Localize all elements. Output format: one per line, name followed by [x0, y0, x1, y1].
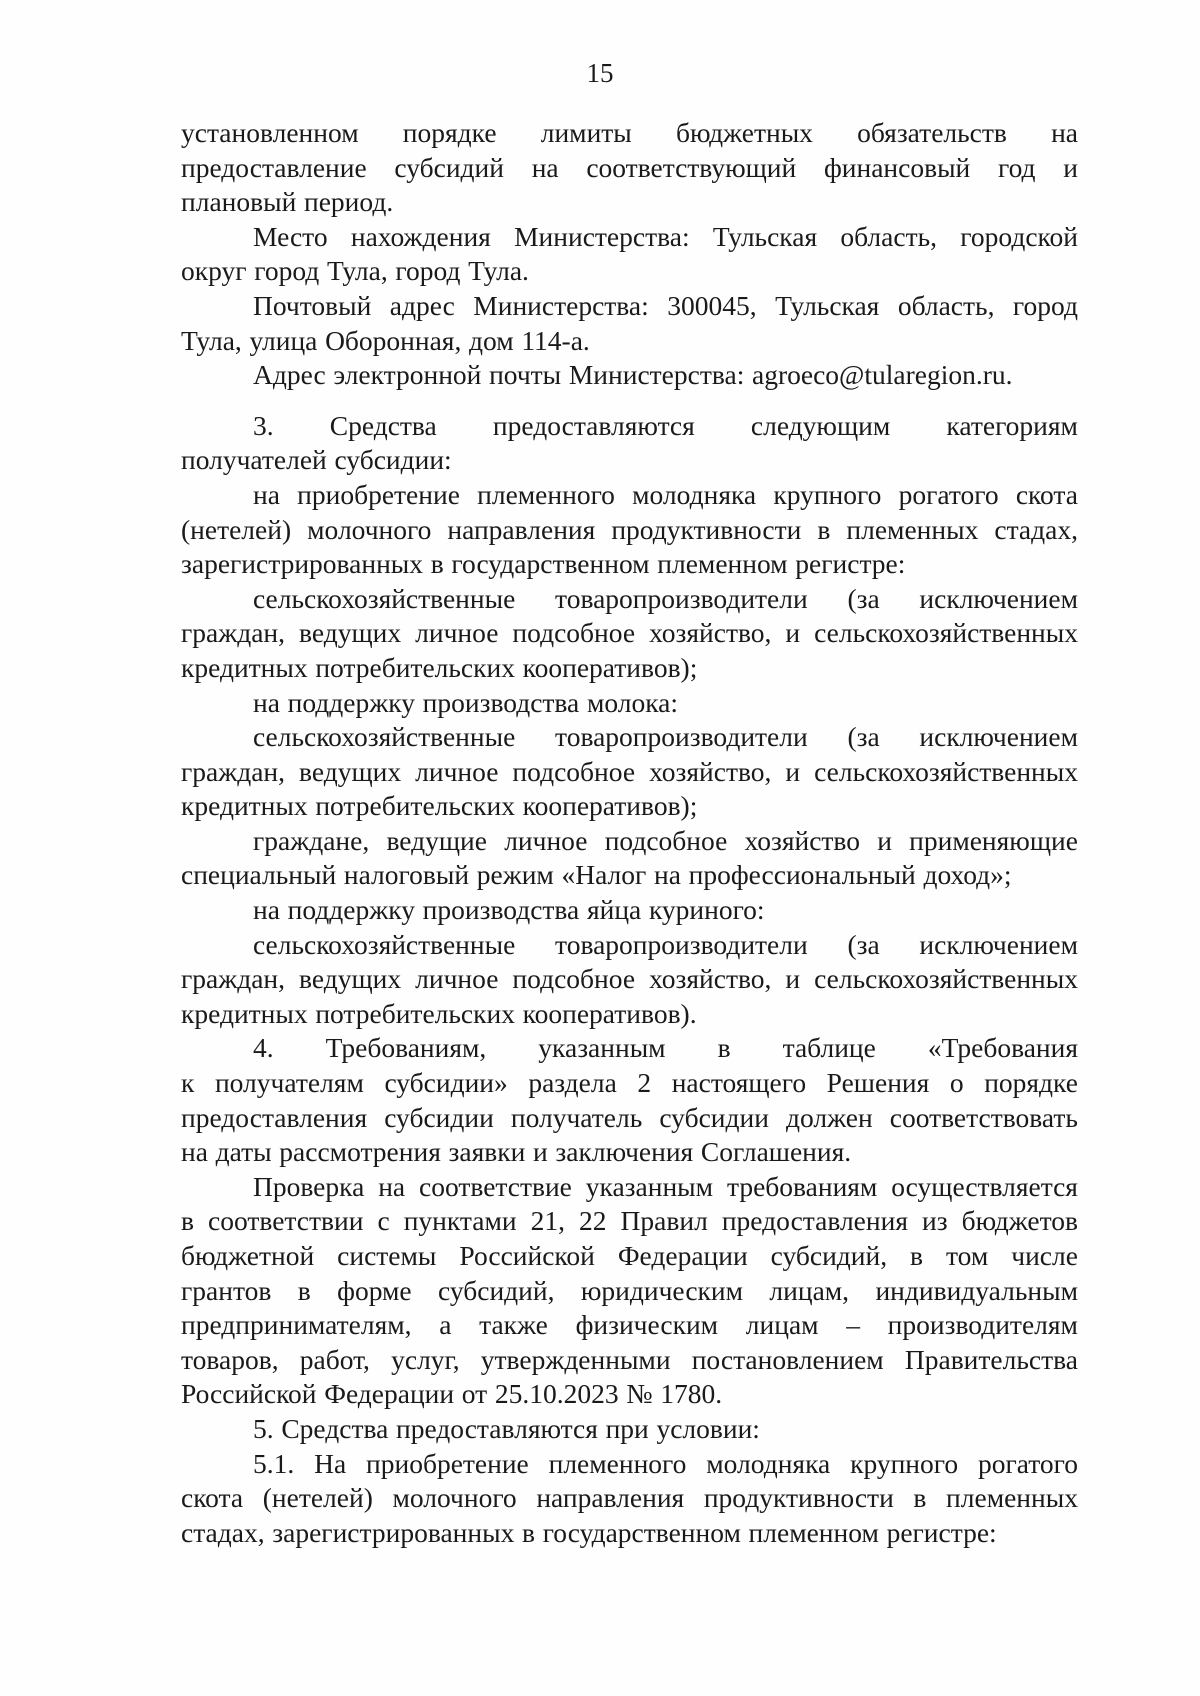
word: условии: [656, 1412, 760, 1444]
word: ведущих [299, 755, 402, 787]
word: Правительства [904, 1343, 1078, 1375]
text-line [181, 513, 1078, 548]
word: граждан, [181, 617, 286, 649]
text-line [181, 858, 1078, 893]
word: установленном [181, 117, 359, 148]
word: пунктами [403, 1205, 517, 1237]
text-line [181, 1031, 1078, 1066]
word: категориям [946, 409, 1078, 441]
word: продуктивности [703, 1482, 894, 1514]
word: в [913, 1482, 927, 1514]
word: личное [415, 963, 499, 995]
word: профессиональный [688, 859, 916, 891]
text-line [181, 1204, 1078, 1239]
word: приобретение [366, 1447, 529, 1479]
word: потребительских [315, 790, 515, 822]
word: Место [253, 220, 328, 252]
word: субсидии: [334, 444, 452, 476]
word: подсобное [512, 617, 636, 649]
word: указанным [538, 1032, 666, 1064]
word: молодняка [632, 478, 757, 510]
word: Российской [181, 1378, 317, 1410]
word: к [181, 1067, 195, 1099]
text-line [181, 289, 1078, 324]
text-line [181, 358, 1078, 393]
text-line [181, 1274, 1078, 1309]
text-line [181, 962, 1078, 997]
word: соответствующий [586, 151, 797, 183]
word: сельскохозяйственные [253, 582, 516, 614]
word: дом [469, 324, 514, 356]
word: производителям [887, 1309, 1078, 1341]
word: личное [504, 824, 588, 856]
word: заявки [448, 1136, 526, 1168]
text-line [181, 686, 1078, 721]
word: финансовый [823, 151, 971, 183]
word: в [430, 548, 444, 580]
word: исключением [919, 928, 1078, 960]
word: предоставляются [492, 409, 695, 441]
word: скота [1015, 478, 1078, 510]
word: адрес [389, 289, 455, 321]
word: область, [840, 220, 938, 252]
word: в [522, 1516, 536, 1548]
word: ведущих [299, 617, 402, 649]
word: кооперативов); [522, 790, 698, 822]
word: порядке [984, 1067, 1078, 1099]
word: кредитных [181, 997, 308, 1029]
word: регистре: [886, 1516, 997, 1548]
text-line [181, 547, 1078, 582]
word: налоговый [343, 859, 470, 891]
word: кооперативов). [522, 997, 697, 1029]
word: Адрес [253, 359, 326, 391]
word: город [395, 255, 461, 287]
word: индивидуальным [875, 1274, 1078, 1306]
word: субсидии [659, 1101, 769, 1133]
word: город [254, 255, 320, 287]
word: бюджетной [181, 1240, 315, 1271]
word: 21, [530, 1205, 565, 1237]
word: Министерства: [568, 359, 745, 391]
word: системы [337, 1240, 437, 1271]
word: Федерации [324, 1378, 455, 1410]
word: товаров, [181, 1343, 279, 1375]
word: крупного [850, 1447, 959, 1479]
word: племенных [846, 513, 979, 545]
word: стадах, [181, 1516, 265, 1548]
word: государственном [451, 548, 650, 580]
word: подсобное [512, 755, 636, 787]
word: порядке [402, 117, 497, 148]
word: таблице [782, 1032, 876, 1064]
word: 4. [253, 1032, 274, 1064]
word: субсидий, [438, 1274, 555, 1306]
word: должен [786, 1101, 873, 1133]
word: (нетелей) [262, 1482, 373, 1514]
word: молока: [586, 686, 679, 718]
text-line [181, 1343, 1078, 1378]
word: Соглашения. [700, 1136, 852, 1168]
word: субсидии [384, 1101, 494, 1133]
word: производства [422, 894, 580, 926]
text-line [181, 1447, 1078, 1482]
text-line [181, 1516, 1078, 1551]
word: Российской [459, 1240, 595, 1271]
word: в [297, 1274, 311, 1306]
word: и [785, 617, 801, 649]
word: постановлением [691, 1343, 884, 1375]
text-line [181, 997, 1078, 1032]
text-line [181, 324, 1078, 359]
word: подсобное [512, 963, 636, 995]
text-line [181, 409, 1078, 444]
word: кредитных [181, 790, 308, 822]
text-line [181, 928, 1078, 963]
word: 1780. [660, 1378, 723, 1410]
word: крупного [773, 478, 882, 510]
word: 25.10.2023 [494, 1378, 619, 1410]
word: граждане, [253, 824, 370, 856]
text-line [181, 220, 1078, 255]
word: в [717, 1032, 731, 1064]
text-line [181, 1066, 1078, 1101]
word: Правил [620, 1205, 708, 1237]
word: на [253, 686, 280, 718]
word: хозяйство, [649, 963, 772, 995]
word: Проверка [253, 1170, 365, 1202]
word: – [846, 1309, 860, 1341]
word: городской [960, 220, 1078, 252]
word: услуг, [391, 1343, 460, 1375]
word: на [378, 1170, 406, 1202]
word: сельскохозяйственные [253, 928, 516, 960]
word: округ [181, 255, 247, 287]
word: из [922, 1205, 948, 1237]
word: хозяйство, [649, 755, 772, 787]
word: раздела [528, 1067, 617, 1099]
word: в [817, 513, 831, 545]
word: agroeco@tularegion.ru. [752, 359, 1013, 391]
word: числе [1011, 1240, 1078, 1271]
word: даты [215, 1136, 272, 1168]
word: 22 [579, 1205, 607, 1237]
word: на [253, 894, 280, 926]
word: сельскохозяйственных [814, 755, 1078, 787]
word: с [377, 1205, 390, 1237]
word: подсобное [604, 824, 728, 856]
text-line [181, 254, 1078, 289]
word: заключения [555, 1136, 694, 1168]
word: куриного: [648, 894, 765, 926]
word: и [877, 824, 892, 856]
word: рогатого [977, 1447, 1078, 1479]
text-line [181, 151, 1078, 186]
word: регистре: [795, 548, 906, 580]
word: поддержку [287, 894, 415, 926]
word: скота [181, 1482, 244, 1514]
word: (за [847, 928, 880, 960]
word: Требованиям, [325, 1032, 487, 1064]
text-line [181, 720, 1078, 755]
word: а [439, 1309, 452, 1341]
word: производства [422, 686, 580, 718]
word: потребительских [315, 997, 515, 1029]
text-line [181, 582, 1078, 617]
word: Тула. [468, 255, 529, 287]
word: Федерации [617, 1240, 748, 1271]
word: соответствие [419, 1170, 572, 1202]
word: о [949, 1067, 964, 1099]
word: государственном [542, 1516, 741, 1548]
word: год [997, 151, 1036, 183]
word: город [1012, 289, 1078, 321]
word: Средства [329, 409, 437, 441]
word: субсидий, [770, 1240, 888, 1271]
word: субсидий [394, 151, 504, 183]
word: плановый [181, 186, 297, 218]
word: исключением [919, 582, 1078, 614]
word: товаропроизводители [555, 582, 808, 614]
word: На [314, 1447, 347, 1479]
word: лицам [745, 1309, 819, 1341]
word: специальный [181, 859, 337, 891]
word: получатель [510, 1101, 643, 1133]
word: получателям [214, 1067, 364, 1099]
word: также [479, 1309, 548, 1341]
text-line [181, 1308, 1078, 1343]
word: рогатого [898, 478, 999, 510]
word: «Налог [561, 859, 647, 891]
word: Министерства: [473, 289, 649, 321]
text-line [181, 1481, 1078, 1516]
word: улица [249, 324, 318, 356]
word: почты [489, 359, 562, 391]
word: и [533, 1136, 548, 1168]
word: потребительских [315, 651, 515, 683]
word: направления [536, 1482, 685, 1514]
word: ведущие [386, 824, 487, 856]
word: (нетелей) [181, 513, 292, 545]
word: юридическим [580, 1274, 744, 1306]
word: и [785, 963, 801, 995]
word: № [626, 1378, 653, 1410]
text-line [181, 616, 1078, 651]
word: бюджетов [961, 1205, 1078, 1237]
word: и [785, 755, 801, 787]
word: товаропроизводители [555, 928, 808, 960]
word: племенного [548, 1447, 687, 1479]
word: предоставления [181, 1101, 368, 1133]
word: на [253, 478, 280, 510]
word: сельскохозяйственные [253, 721, 516, 753]
word: приобретение [297, 478, 460, 510]
word: зарегистрированных [181, 548, 424, 580]
word: граждан, [181, 755, 286, 787]
word: «Требования [927, 1032, 1078, 1064]
word: предпринимателям, [181, 1309, 412, 1341]
text-line [181, 1239, 1078, 1274]
word: Оборонная, [325, 324, 462, 356]
word: стадах, [994, 513, 1078, 545]
word: поддержку [287, 686, 415, 718]
text-line [181, 116, 1078, 151]
word: личное [415, 617, 499, 649]
word: Почтовый [253, 289, 372, 321]
word: молочного [392, 1482, 517, 1514]
word: зарегистрированных [272, 1516, 515, 1548]
word: кредитных [181, 651, 308, 683]
word: племенном [657, 548, 788, 580]
word: племенного [477, 478, 615, 510]
word: яйца [586, 894, 642, 926]
word: Тульская [712, 220, 818, 252]
word: период. [303, 186, 394, 218]
word: хозяйство, [649, 617, 772, 649]
word: племенных [946, 1482, 1078, 1514]
text-line [181, 651, 1078, 686]
word: область, [897, 289, 995, 321]
word: от [461, 1378, 488, 1410]
word: указанным [585, 1170, 714, 1202]
word: граждан, [181, 963, 286, 995]
text-line [181, 1412, 1078, 1447]
word: нахождения [350, 220, 491, 252]
text-line [181, 185, 1078, 220]
word: требованиям [726, 1170, 878, 1202]
word: рассмотрения [279, 1136, 441, 1168]
word: исключением [919, 721, 1078, 753]
text-line [181, 893, 1078, 928]
word: соответствии [208, 1205, 364, 1237]
word: на [1051, 117, 1078, 148]
text-line [181, 1377, 1078, 1412]
word: электронной [333, 359, 482, 391]
word: осуществляется [891, 1170, 1078, 1202]
word: утвержденными [480, 1343, 671, 1375]
text-line [181, 755, 1078, 790]
text-line [181, 789, 1078, 824]
word: Тула, [181, 324, 242, 356]
word: применяющие [909, 824, 1078, 856]
word: следующим [750, 409, 891, 441]
word: Тульская [775, 289, 880, 321]
word: на [531, 151, 559, 183]
word: получателей [181, 444, 327, 476]
word: Решения [826, 1067, 930, 1099]
text-line [181, 478, 1078, 513]
word: доход»; [923, 859, 1012, 891]
word: 5.1. [253, 1447, 295, 1479]
word: 3. [253, 409, 274, 441]
word: предоставления [721, 1205, 908, 1237]
word: бюджетных [675, 117, 813, 148]
word: на [181, 1136, 208, 1168]
text-line [181, 443, 1078, 478]
word: 300045, [667, 289, 757, 321]
word: работ, [299, 1343, 370, 1375]
word: сельскохозяйственных [814, 963, 1078, 995]
document-body [181, 116, 1078, 1550]
word: Тула, [326, 255, 388, 287]
word: (за [847, 582, 880, 614]
word: ведущих [299, 963, 402, 995]
word: продуктивности [611, 513, 802, 545]
text-line [181, 1170, 1078, 1205]
word: личное [415, 755, 499, 787]
word: соответствовать [889, 1101, 1078, 1133]
word: Средства [281, 1412, 389, 1444]
word: племенном [748, 1516, 879, 1548]
word: лимиты [540, 117, 632, 148]
word: и [1063, 151, 1078, 183]
word: субсидии» [384, 1067, 508, 1099]
word: обязательств [857, 117, 1007, 148]
text-line [181, 1101, 1078, 1136]
word: при [605, 1412, 649, 1444]
word: 5. [253, 1412, 274, 1444]
word: форме [337, 1274, 412, 1306]
word: 2 [637, 1067, 652, 1099]
word: том [946, 1240, 989, 1271]
word: лицам, [769, 1274, 850, 1306]
word: (за [847, 721, 880, 753]
word: молодняка [706, 1447, 831, 1479]
word: предоставляются [395, 1412, 598, 1444]
word: грантов [181, 1274, 272, 1306]
word: хозяйство [744, 824, 860, 856]
word: режим [476, 859, 554, 891]
word: кооперативов); [522, 651, 698, 683]
word: 114-а. [521, 324, 590, 356]
word: на [654, 859, 681, 891]
word: в [181, 1205, 194, 1237]
word: молочного [307, 513, 432, 545]
word: сельскохозяйственных [814, 617, 1078, 649]
text-line [181, 1135, 1078, 1170]
word: в [910, 1240, 924, 1271]
word: Министерства: [514, 220, 690, 252]
page-number: 15 [586, 58, 614, 88]
word: предоставление [181, 151, 367, 183]
word: направления [447, 513, 596, 545]
word: физическим [575, 1309, 719, 1341]
word: товаропроизводители [555, 721, 808, 753]
text-line [181, 824, 1078, 859]
word: настоящего [671, 1067, 807, 1099]
